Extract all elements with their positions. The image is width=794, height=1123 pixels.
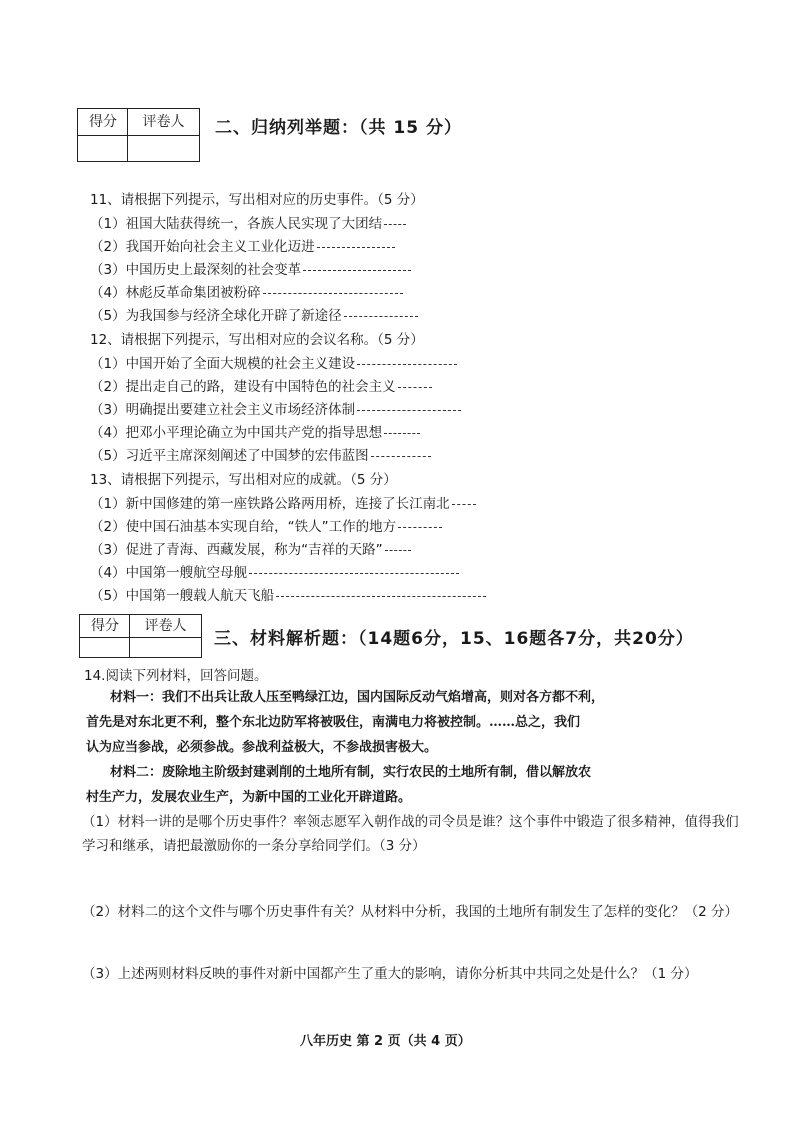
q13-prompt: 13、请根据下列提示，写出相对应的成就。（5 分） xyxy=(90,472,397,488)
section2-score-box xyxy=(77,108,200,162)
score-box-divider xyxy=(80,637,201,638)
q13-item-4: （4）中国第一艘航空母舰 xyxy=(90,561,459,581)
q14-sub3: （3）上述两则材料反映的事件对新中国都产生了重大的影响，请你分析其中共同之处是什么？（1 分） xyxy=(82,966,698,982)
answer-blank[interactable] xyxy=(276,595,486,597)
answer-blank[interactable] xyxy=(357,409,461,411)
section2-title: 二、归纳列举题：（共 15 分） xyxy=(215,118,462,138)
material2-line-1: 材料二：废除地主阶级封建剥削的土地所有制，实行农民的土地所有制，借以解放农 xyxy=(110,765,592,780)
material1-line-2: 首先是对东北更不利，整个东北边防军将被吸住，南满电力将被控制。……总之，我们 xyxy=(86,715,581,730)
q12-item-2: （2）提出走自己的路，建设有中国特色的社会主义 xyxy=(90,375,432,395)
answer-blank[interactable] xyxy=(384,432,420,434)
score-label: 得分 xyxy=(91,618,119,634)
q12-item-5: （5）习近平主席深刻阐述了中国梦的宏伟蓝图 xyxy=(90,444,431,464)
q13-item-2: （2）使中国石油基本实现自给，“铁人”工作的地方 xyxy=(90,515,442,535)
q12-item-3: （3）明确提出要建立社会主义市场经济体制 xyxy=(90,398,461,418)
q12-item-4: （4）把邓小平理论确立为中国共产党的指导思想 xyxy=(90,421,420,441)
answer-blank[interactable] xyxy=(398,526,442,528)
q12-item-1: （1）中国开始了全面大规模的社会主义建设 xyxy=(90,352,457,372)
grader-label: 评卷人 xyxy=(144,618,187,634)
q13-item-3: （3）促进了青海、西藏发展，称为“吉祥的天路” xyxy=(90,538,411,558)
q14-prompt: 14.阅读下列材料，回答问题。 xyxy=(84,668,268,684)
q13-item-1: （1）新中国修建的第一座铁路公路两用桥，连接了长江南北 xyxy=(90,492,476,512)
answer-blank[interactable] xyxy=(249,572,459,574)
material1-line-3: 认为应当参战，必须参战。参战利益极大，不参战损害极大。 xyxy=(86,740,438,755)
answer-blank[interactable] xyxy=(263,292,403,294)
q11-item-5: （5）为我国参与经济全球化开辟了新途径 xyxy=(90,304,418,324)
grader-label: 评卷人 xyxy=(142,114,185,130)
q11-prompt: 11、请根据下列提示，写出相对应的历史事件。（5 分） xyxy=(90,192,424,208)
answer-blank[interactable] xyxy=(317,246,395,248)
q11-item-1: （1）祖国大陆获得统一，各族人民实现了大团结 xyxy=(90,212,406,232)
score-label: 得分 xyxy=(89,114,117,130)
q13-item-5: （5）中国第一艘载人航天飞船 xyxy=(90,584,486,604)
answer-blank[interactable] xyxy=(384,223,406,225)
q11-item-4: （4）林彪反革命集团被粉碎 xyxy=(90,281,403,301)
answer-blank[interactable] xyxy=(385,549,411,551)
q14-sub1: （1）材料一讲的是哪个历史事件？率领志愿军入朝作战的司令员是谁？这个事件中锻造了很多精神，值得我们学习和继承，请把最激励你的一条分享给同学们。（3 分） xyxy=(82,814,739,854)
material2-line-2: 村生产力，发展农业生产，为新中国的工业化开辟道路。 xyxy=(86,790,412,805)
score-box-divider xyxy=(78,135,199,136)
q14-sub2: （2）材料二的这个文件与哪个历史事件有关？从材料中分析，我国的土地所有制发生了怎样的变化？（2 分） xyxy=(82,904,738,920)
answer-blank[interactable] xyxy=(398,386,432,388)
q11-item-3: （3）中国历史上最深刻的社会变革 xyxy=(90,258,411,278)
material1-line-1: 材料一：我们不出兵让敌人压至鸭绿江边，国内国际反动气焰增高，则对各方都不利， xyxy=(110,690,605,705)
answer-blank[interactable] xyxy=(371,455,431,457)
score-box-divider xyxy=(129,615,130,657)
q11-item-2: （2）我国开始向社会主义工业化迈进 xyxy=(90,235,395,255)
section3-title: 三、材料解析题：（14题6分，15、16题各7分，共20分） xyxy=(214,629,694,649)
answer-blank[interactable] xyxy=(452,503,476,505)
answer-blank[interactable] xyxy=(303,269,411,271)
section3-score-box xyxy=(79,614,202,658)
page-footer: 八年历史 第 2 页（共 4 页） xyxy=(300,1034,471,1049)
answer-blank[interactable] xyxy=(344,315,418,317)
q12-prompt: 12、请根据下列提示，写出相对应的会议名称。（5 分） xyxy=(90,332,424,348)
answer-blank[interactable] xyxy=(357,363,457,365)
